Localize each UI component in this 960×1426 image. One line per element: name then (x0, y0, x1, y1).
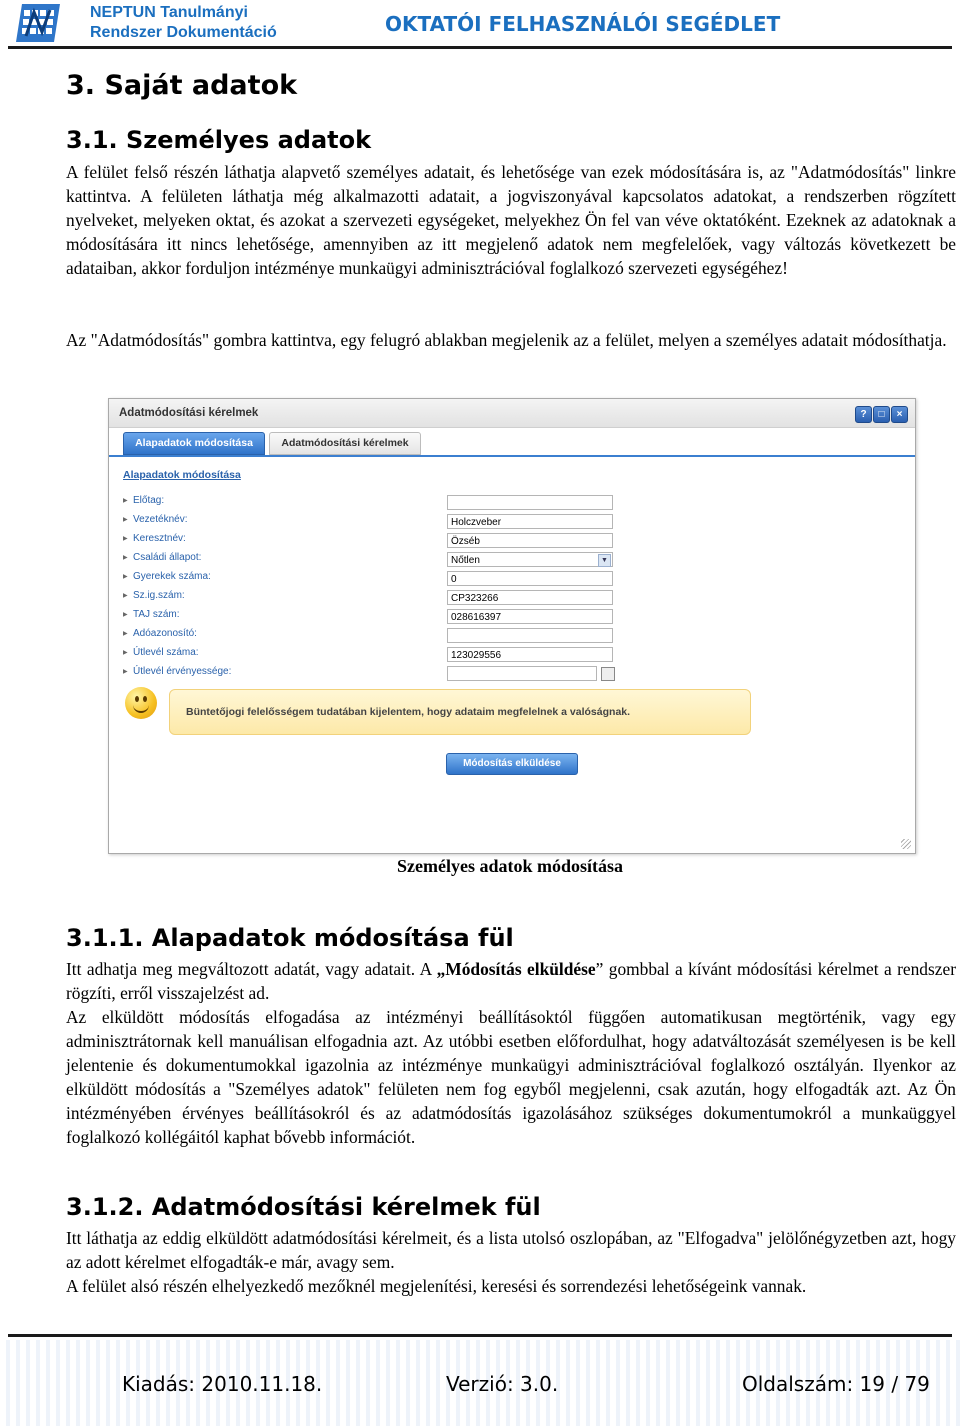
screenshot-modal-window (108, 398, 916, 854)
close-icon[interactable]: × (891, 406, 908, 423)
csaladi-allapot-select[interactable] (447, 552, 613, 567)
resize-grip-icon[interactable] (901, 839, 911, 849)
modal-title-bar (109, 399, 915, 428)
calendar-icon[interactable] (601, 667, 615, 681)
declaration-text: Büntetőjogi felelősségem tudatában kijelentem, hogy adataim megfelelnek a valóságnak. (186, 706, 631, 718)
smiley-icon (125, 687, 157, 719)
taj-szam-input[interactable]: 028616397 (447, 609, 613, 624)
subsection-3-1-2-paragraph-2: A felület alsó részén elhelyezkedő mezőknél megjelenítési, keresési és sorrendezési lehetőségeink vannak. (66, 1276, 807, 1296)
section-heading: 3. Saját adatok (66, 70, 298, 101)
subsection-heading: 3.1. Személyes adatok (66, 126, 372, 154)
p1-bold: „Módosítás elküldése (436, 959, 596, 979)
tab-alapadatok[interactable]: Alapadatok módosítása (123, 432, 265, 455)
adoazonosito-input[interactable] (447, 628, 613, 643)
utlevel-ervenyesseg-input[interactable] (447, 666, 597, 681)
label-szig-szam: ▶ Sz.ig.szám: (133, 590, 185, 601)
figure-caption: Személyes adatok módosítása (397, 856, 623, 876)
label-taj-szam: ▶ TAJ szám: (133, 609, 179, 620)
footer-divider (8, 1334, 952, 1337)
label-csaladi-allapot: ▶ Családi állapot: (133, 552, 201, 563)
subsection-3-1-1-heading: 3.1.1. Alapadatok módosítása fül (66, 924, 514, 952)
section-link-alapadatok[interactable]: Alapadatok módosítása (123, 469, 241, 481)
keresztnev-input[interactable]: Özséb (447, 533, 613, 548)
label-gyerekek-szama: ▶ Gyerekek száma: (133, 571, 211, 582)
popup-paragraph: Az "Adatmódosítás" gombra kattintva, egy felugró ablakban megjelenik az a felület, melyen a személyes adatait módosíthatja. (66, 330, 947, 350)
intro-paragraph: A felület felső részén láthatja alapvető személyes adatait, és lehetősége van ezek módosítására is, az "Adatmódosítás" linkre kattintva. A felületen láthatja még alkalmazotti adatait, a jogviszonyával kapcsolatos adatokat, a rendszerben rögzített nyelveket, melyeken oktat, és azokat a szervezeti egységeket, melyekhez Ön fel van véve oktatóként. Ezeknek az adatoknak a módosítására itt nincs lehetősége, amennyiben az itt megjelenő adatok nem megfelelőek, vagy változás következett be adataiban, akkor forduljon intézménye munkaügyi adminisztrációval foglalkozó szervezeti egységéhez! (66, 162, 956, 278)
label-utlevel-szama: ▶ Útlevél száma: (133, 647, 199, 658)
submit-modification-button[interactable]: Módosítás elküldése (446, 753, 578, 775)
declaration-notice (169, 689, 751, 735)
elotag-input[interactable] (447, 495, 613, 510)
p1-text-a: Itt adhatja meg megváltozott adatát, vagy adatait. A (66, 959, 437, 979)
header-doc-type: OKTATÓI FELHASZNÁLÓI SEGÉDLET (385, 12, 781, 36)
label-keresztnev: ▶ Keresztnév: (133, 533, 186, 544)
szig-szam-input[interactable]: CP323266 (447, 590, 613, 605)
label-vezeteknev: ▶ Vezetéknév: (133, 514, 187, 525)
footer-page-number: Oldalszám: 19 / 79 (742, 1372, 930, 1396)
tab-kerelmek[interactable]: Adatmódosítási kérelmek (269, 432, 421, 455)
utlevel-szama-input[interactable]: 123029556 (447, 647, 613, 662)
help-icon[interactable]: ? (855, 406, 872, 423)
header-logo (14, 2, 62, 44)
label-adoazonosito: ▶ Adóazonosító: (133, 628, 197, 639)
subsection-3-1-1-paragraph-1 (66, 957, 956, 1005)
label-utlevel-ervenyesseg: ▶ Útlevél érvényessége: (133, 666, 231, 677)
gyerekek-szama-input[interactable]: 0 (447, 571, 613, 586)
subsection-3-1-2-paragraph-1: Itt láthatja az eddig elküldött adatmódosítási kérelmeit, és a lista utolsó oszlopában, az "Elfogadva" jelölőnégyzetben azt, hogy az adott kérelmet elfogadták-e már, avagy sem. (66, 1228, 956, 1272)
csaladi-allapot-value: Nőtlen (451, 555, 480, 566)
footer-version: Verzió: 3.0. (446, 1372, 559, 1396)
subsection-3-1-2-heading: 3.1.2. Adatmódosítási kérelmek fül (66, 1193, 541, 1221)
modal-title: Adatmódosítási kérelmek (119, 407, 259, 419)
header-divider (8, 46, 952, 49)
label-elotag: ▶ Előtag: (133, 495, 164, 506)
header-title-line1: NEPTUN Tanulmányi (90, 4, 248, 21)
footer-release: Kiadás: 2010.11.18. (122, 1372, 323, 1396)
maximize-icon[interactable]: □ (873, 406, 890, 423)
subsection-3-1-1-paragraph-2: Az elküldött módosítás elfogadása az intézményi beállításoktól függően automatikusan megtörténik, vagy egy adminisztrátornak kell manuálisan elfogadnia azt. Az utóbbi esetben előfordulhat, hogy adatváltozását személyesen is be kell jelentenie és dokumentumokkal igazolnia az intézménye munkaügyi adminisztrációval foglalkozó osztályán. Ilyenkor az elküldött módosítás a "Személyes adatok" felületen nem fog egyből megjelenni, csak azután, hogy elfogadták azt. Az Ön intézményében érvényes beállításokról és az adatmódosítás igazolásához szükséges dokumentumokról a munkaüggyel foglalkozó kollégáitól kaphat bővebb információt. (66, 1007, 956, 1147)
chevron-down-icon[interactable]: ▼ (598, 554, 611, 567)
modal-tabs (109, 429, 915, 457)
vezeteknev-input[interactable]: Holczveber (447, 514, 613, 529)
header-title-line2: Rendszer Dokumentáció (90, 24, 277, 41)
p1-text-b: ” gombbal a kívánt módosítási kérelmet a rendszer rögzíti, erről visszajelzést ad. (66, 959, 956, 1003)
